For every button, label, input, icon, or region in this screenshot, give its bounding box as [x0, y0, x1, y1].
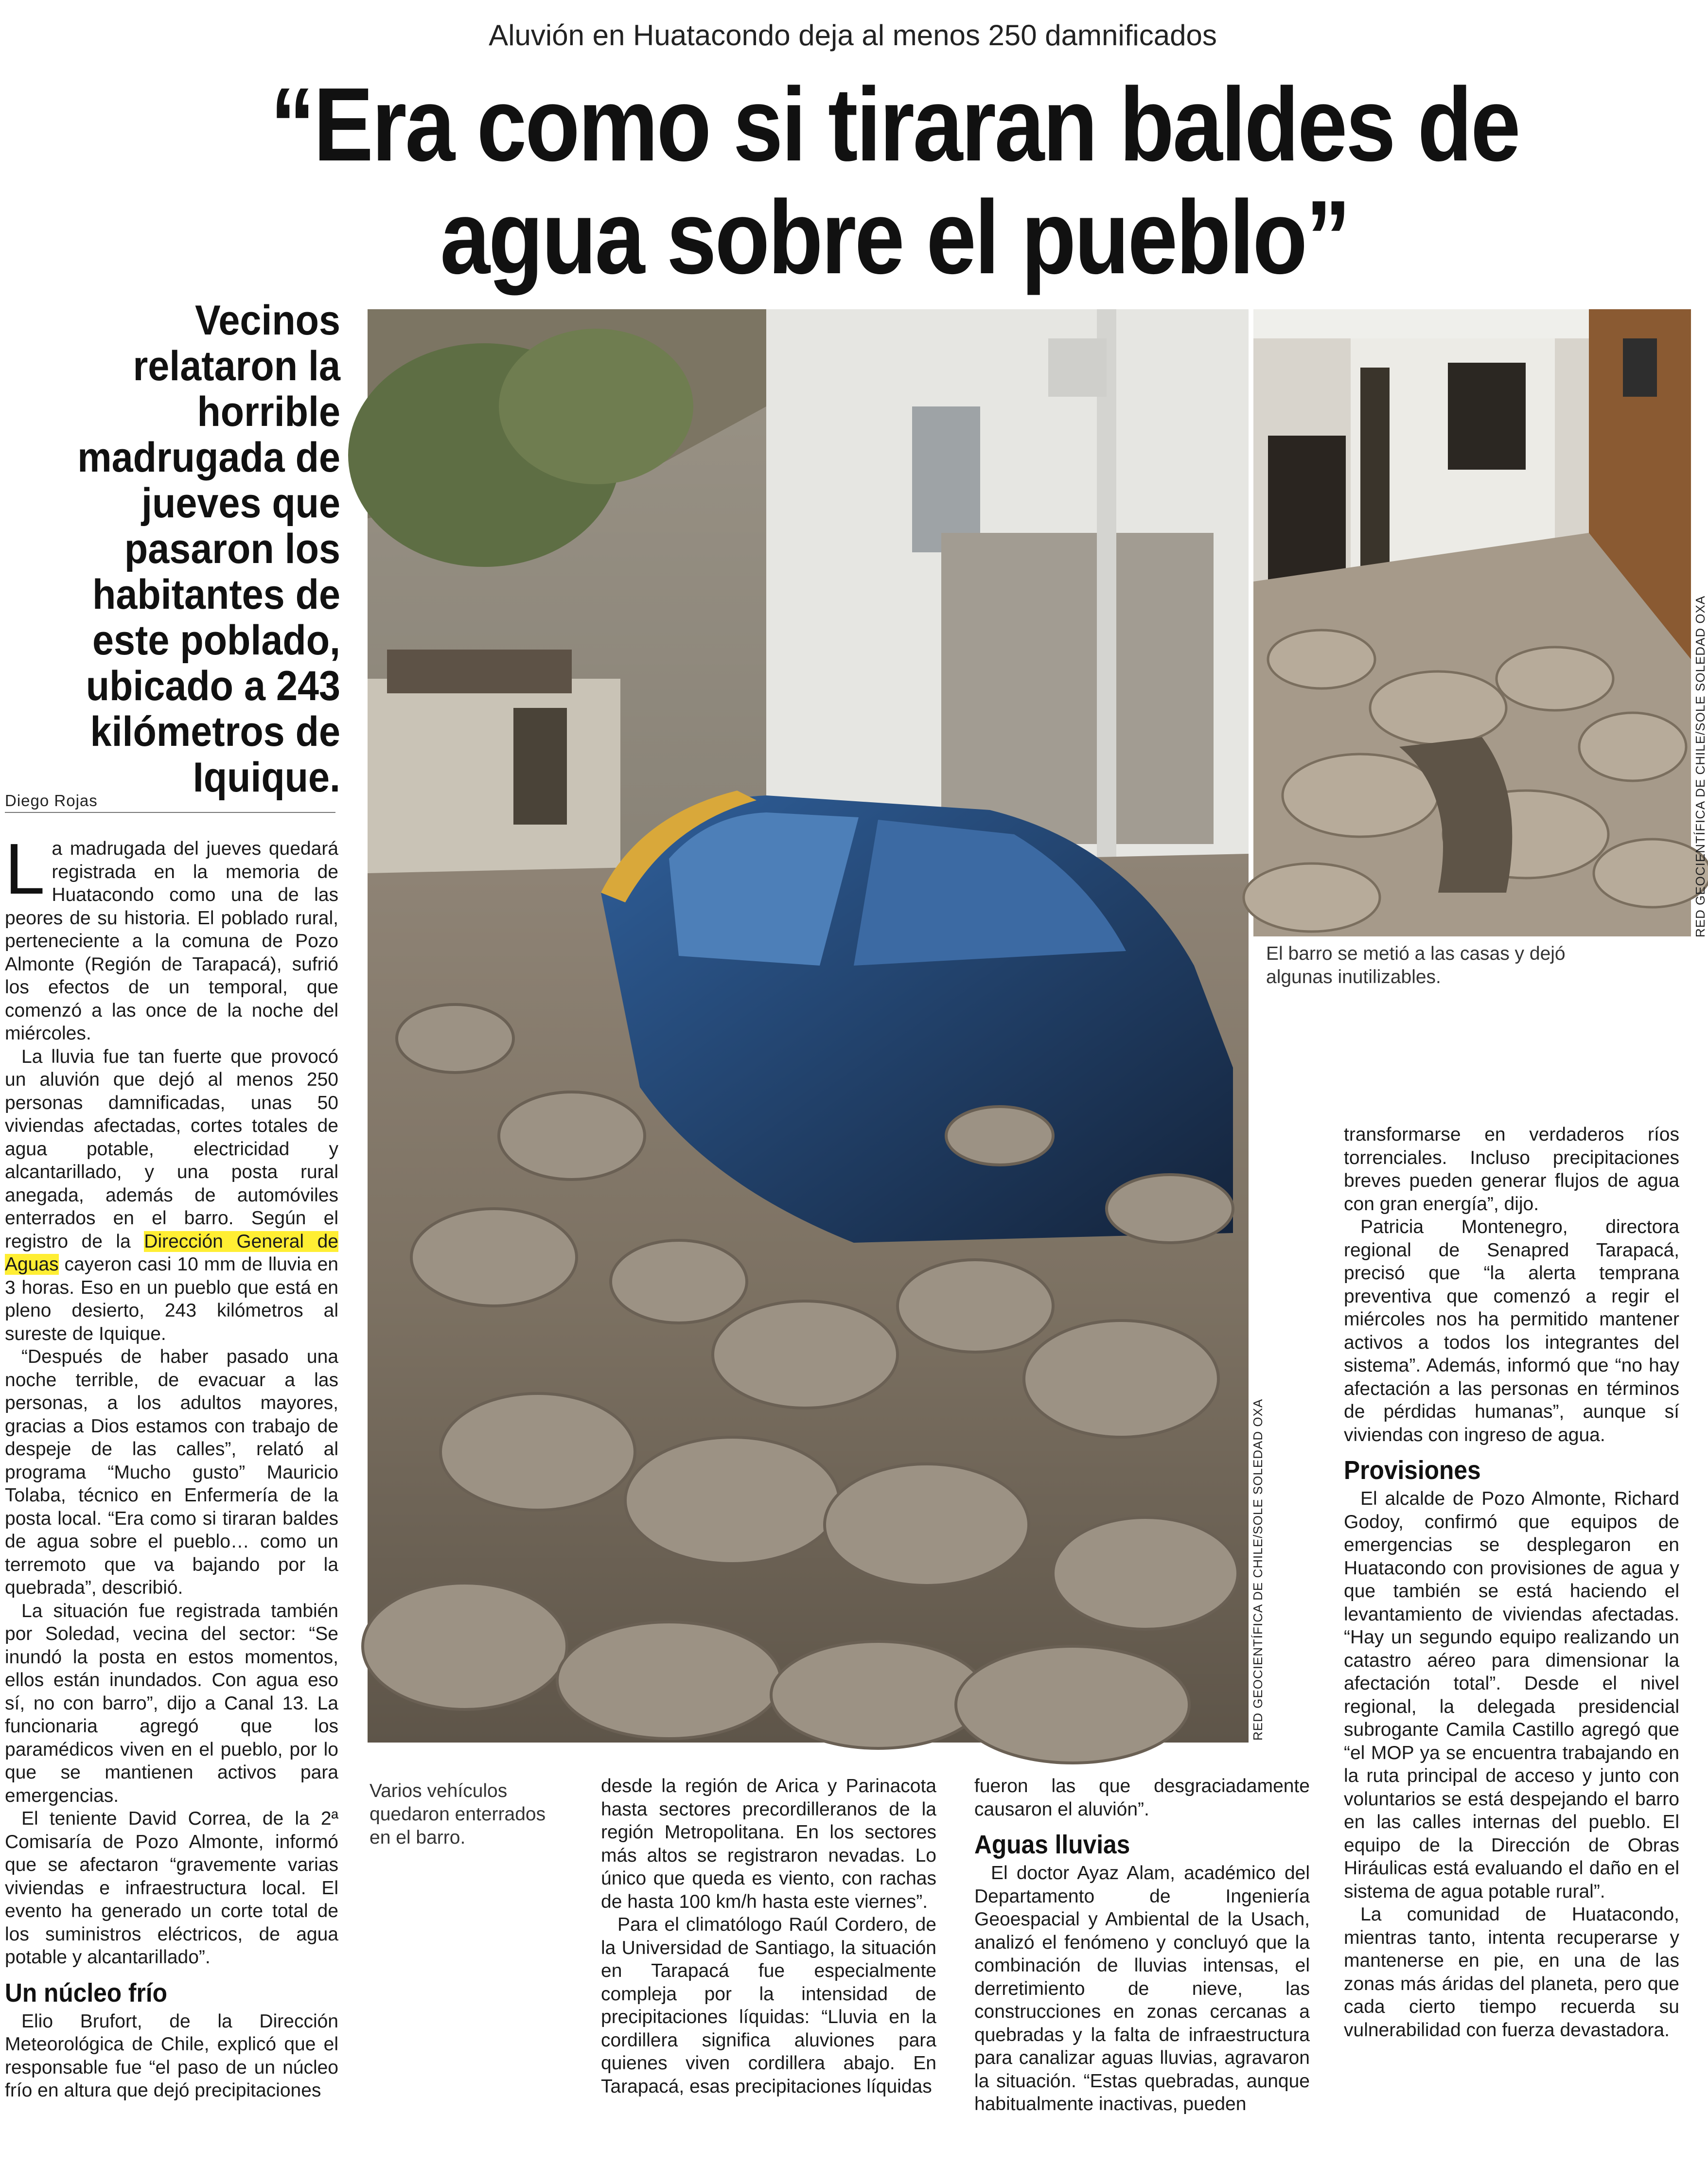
- body-column-1: [5, 829, 338, 2102]
- byline: Diego Rojas: [5, 792, 335, 813]
- drop-cap: L: [5, 829, 45, 909]
- paragraph: Para el climatólogo Raúl Cordero, de la Universidad de Santiago, la situación en Tarapacá fue especialmente compleja por la intensidad de precipitaciones líquidas: “Lluvia en la cordillera significa aluviones para quienes viven cordillera abajo. En Tarapacá, esas precipitaciones líquidas: [601, 1914, 936, 2097]
- body-column-3: [974, 1775, 1310, 2116]
- paragraph: El teniente David Correa, de la 2ª Comisaría de Pozo Almonte, informó que se afectaron “gravemente varias viviendas e infraestructura local. El evento ha generado un corte total de los suministros eléctricos, de agua potable y alcantarillado”.: [5, 1808, 338, 1968]
- paragraph: La lluvia fue tan fuerte que provocó un aluvión que dejó al menos 250 personas damnificadas, unas 50 viviendas afectadas, cortes totales de agua potable, electricidad y alcantarillado, y una posta rural anegada, además de automóviles enterrados en el barro. Según el registro de la Dirección General de Aguas cayeron casi 10 mm de lluvia en 3 horas. Eso en un pueblo que está en pleno desierto, 243 kilómetros al sureste de Iquique.: [5, 1046, 338, 1344]
- subheading-nucleo-frio: Un núcleo frío: [5, 1978, 167, 2008]
- lede: Vecinos relataron la horrible madrugada de jueves que pasaron los habitantes de este poblado, ubicado a 243 kilómetros de Iquique.: [77, 297, 341, 801]
- body-column-4: [1344, 1123, 1679, 2042]
- paragraph: La madrugada del jueves quedará registrada en la memoria de Huatacondo como una de las peores de su historia. El poblado rural, perteneciente a la comuna de Pozo Almonte (Región de Tarapacá), sufrió los efectos de un temporal, que comenzó a las once de la noche del miércoles.: [5, 829, 338, 1044]
- main-photo-caption: Varios vehículos quedaron enterrados en el barro.: [370, 1780, 546, 1848]
- side-photo: [1253, 309, 1691, 936]
- headline: “Era como si tiraran baldes de agua sobre el pueblo”: [270, 66, 1519, 296]
- kicker: Aluvión en Huatacondo deja al menos 250 damnificados: [489, 19, 1217, 52]
- highlighted-text: Dirección General de Aguas: [5, 1231, 338, 1275]
- paragraph: La comunidad de Huatacondo, mientras tanto, intenta recuperarse y mantenerse en pie, en una de las zonas más áridas del planeta, pero que cada cierto tiempo recuerda su vulnerabilidad con fuerza devastadora.: [1344, 1904, 1679, 2041]
- paragraph: “Después de haber pasado una noche terrible, de evacuar a las personas, a los adultos mayores, gracias a Dios estamos con trabajo de despeje de las calles”, relató al programa “Mucho gusto” Mauricio Tolaba, técnico en Enfermería de la posta local. “Era como si tiraran baldes de agua sobre el pueblo… como un terremoto que va bajando por la quebrada”, describió.: [5, 1346, 338, 1598]
- paragraph: El doctor Ayaz Alam, académico del Departamento de Ingeniería Geoespacial y Ambiental de la Usach, analizó el fenómeno y concluyó que la combinación de lluvias intensas, el derretimiento de nieve, las construcciones en zonas cercanas a quebradas y la falta de infraestructura para canalizar aguas lluvias, agravaron la situación. “Estas quebradas, aunque habitualmente inactivas, pueden: [974, 1863, 1310, 2114]
- paragraph: La situación fue registrada también por Soledad, vecina del sector: “Se inundó la posta en estos momentos, ellos están inundados. Con agua eso sí, no con barro”, dijo a Canal 13. La funcionaria agregó que los paramédicos viven en el pueblo, por lo que se mantienen activos para emergencias.: [5, 1600, 338, 1806]
- body-column-2: [601, 1775, 936, 2098]
- subheading-provisiones: Provisiones: [1344, 1456, 1481, 1485]
- side-photo-caption: El barro se metió a las casas y dejó algunas inutilizables.: [1266, 943, 1566, 987]
- subheading-aguas-lluvias: Aguas lluvias: [974, 1830, 1130, 1859]
- paragraph: Elio Brufort, de la Dirección Meteorológica de Chile, explicó que el responsable fue “el paso de un núcleo frío en altura que dejó precipitaciones: [5, 2010, 338, 2101]
- paragraph: transformarse en verdaderos ríos torrenciales. Incluso precipitaciones breves pueden generar flujos de agua con gran energía”, dijo.: [1344, 1124, 1679, 1215]
- main-photo-credit: RED GEOCIENTÍFICA DE CHILE/SOLE SOLEDAD OXA: [1250, 1398, 1265, 1741]
- main-photo: [368, 309, 1249, 1743]
- paragraph: desde la región de Arica y Parinacota hasta sectores precordilleranos de la región Metropolitana. En los sectores más altos se registraron nevadas. Lo único que queda es viento, con rachas de hasta 100 km/h hasta este viernes”.: [601, 1776, 936, 1912]
- paragraph: Patricia Montenegro, directora regional de Senapred Tarapacá, precisó que “la alerta temprana preventiva que comenzó a regir el miércoles nos ha permitido mantener activos a todos los integrantes del sistema”. Además, informó que “no hay afectación a las personas en términos de pérdidas humanas”, aunque sí viviendas con ingreso de agua.: [1344, 1216, 1679, 1445]
- side-photo-credit: RED GEOCIENTÍFICA DE CHILE/SOLE SOLEDAD OXA: [1693, 595, 1708, 937]
- paragraph: fueron las que desgraciadamente causaron el aluvión”.: [974, 1776, 1310, 1820]
- paragraph: El alcalde de Pozo Almonte, Richard Godoy, confirmó que equipos de emergencias se desplegaron en Huatacondo con provisiones de agua y que también se está haciendo el levantamiento de viviendas afectadas. “Hay un segundo equipo realizando un catastro aéreo para dimensionar la afectación total”. Desde el nivel regional, la delegada presidencial subrogante Camila Castillo agregó que “el MOP ya se encuentra trabajando en la ruta principal de acceso y junto con voluntarios se está despejando el barro en las calles internas del pueblo. El equipo de la Dirección de Obras Hiráulicas está evaluando el daño en el sistema de agua potable rural”.: [1344, 1488, 1679, 1902]
